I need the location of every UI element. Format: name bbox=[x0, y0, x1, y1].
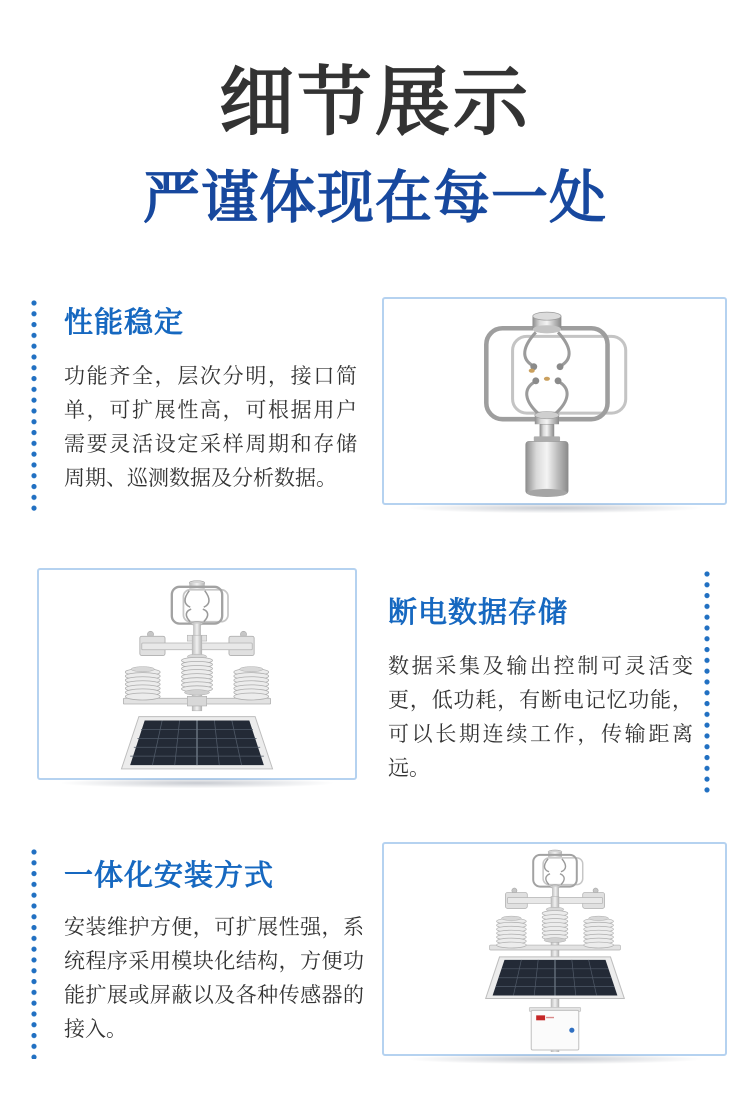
dotted-divider-left-3 bbox=[31, 847, 37, 1059]
dotted-divider-right-2 bbox=[704, 569, 710, 793]
ultrasonic-anemometer-image bbox=[390, 302, 720, 500]
section-2-body: 数据采集及输出控制可灵活变更，低功耗，有断电记忆功能，可以长期连续工作，传输距离远。 bbox=[388, 655, 693, 780]
weather-station-with-solar-panel-image bbox=[42, 573, 352, 775]
section-3-body: 安装维护方便，可扩展性强，系统程序采用模块化结构，方便功能扩展或屏蔽以及各种传感器的接入。 bbox=[64, 916, 364, 1041]
pole-mounted-station-with-cabinet-image bbox=[390, 846, 720, 1052]
dotted-divider-left-1 bbox=[31, 298, 37, 514]
section-2-image-card bbox=[37, 568, 357, 780]
section-1-heading: 性能稳定 bbox=[64, 307, 185, 339]
page-title: 细节展示 bbox=[218, 60, 531, 144]
section-1-image-card bbox=[382, 297, 727, 505]
section-1-body: 功能齐全，层次分明，接口简单，可扩展性高，可根据用户需要灵活设定采样周期和存储周期、巡测数据及分析数据。 bbox=[64, 365, 357, 490]
section-3-image-card bbox=[382, 842, 727, 1056]
section-2-heading: 断电数据存储 bbox=[388, 597, 569, 629]
page-subtitle: 严谨体现在每一处 bbox=[143, 166, 607, 230]
section-3-heading: 一体化安装方式 bbox=[64, 860, 275, 892]
